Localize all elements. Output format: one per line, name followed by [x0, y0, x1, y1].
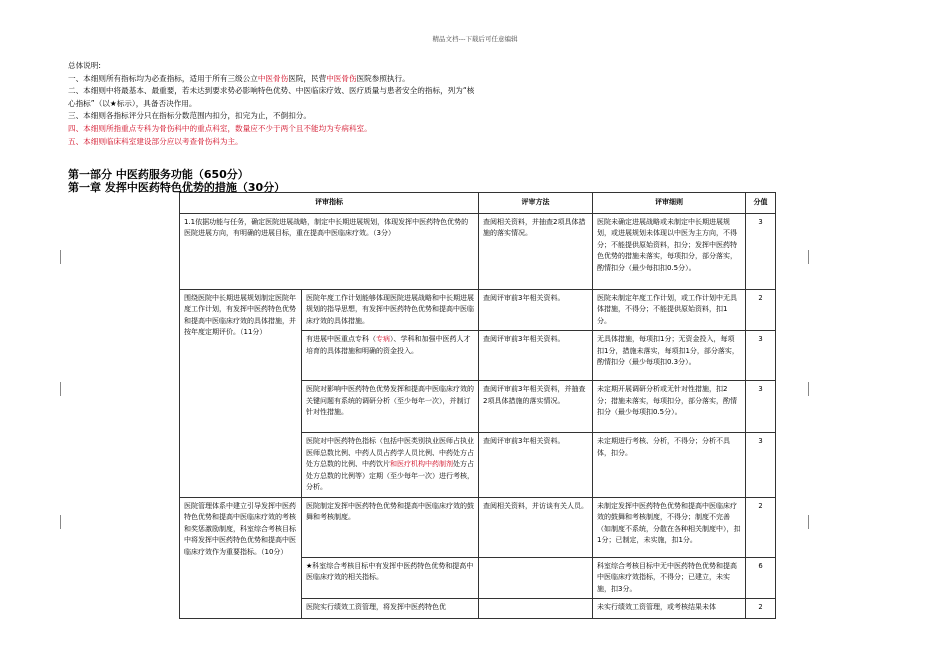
note-1-red: 中医骨伤 [326, 73, 357, 83]
indicator-highlight: 专病 [376, 335, 390, 343]
margin-mark [60, 382, 61, 396]
detail-cell: 未定期开展调研分析或无针对性措施，扣2分；措施未落实，每项扣分，部分落实，酌情扣分（最少每项扣0.5分）。 [593, 381, 746, 433]
header-detail: 评审细则 [593, 193, 746, 214]
note-1-red: 中医骨伤 [257, 73, 289, 83]
indicator-cell: 医院制定发挥中医药特色优势和提高中医临床疗效的鼓舞和考核制度。 [302, 497, 479, 557]
header-indicator: 评审指标 [180, 193, 479, 214]
indicator-cell: 医院对影响中医药特色优势发挥和提高中医临床疗效的关键问题有系统的调研分析（至少每年一次），并制订针对性措施。 [302, 381, 479, 433]
score-cell: 2 [746, 289, 776, 331]
chapter-title: 第一章 发挥中医药特色优势的措施（30分） [68, 181, 286, 194]
margin-mark [60, 250, 61, 264]
detail-cell: 科室综合考核目标中无中医药特色优势和提高中医临床疗效指标，不得分；已建立，未实施，扣3分。 [593, 557, 746, 599]
note-1-part: 医院参照执行。 [356, 73, 410, 83]
method-cell: 查阅相关资料，并访谈有关人员。 [479, 497, 593, 557]
detail-cell: 医院未制定年度工作计划，或工作计划中无具体措施，不得分；不能提供原始资料，扣1分。 [593, 289, 746, 331]
indicator-text: ）、学科和加强中医药人才培育的具体措施和明确的资金投入。 [306, 335, 471, 355]
margin-mark [60, 515, 61, 529]
margin-mark [808, 250, 809, 264]
method-cell: 查阅评审前3年相关资料，并抽查2项具体措施的落实情况。 [479, 381, 593, 433]
score-cell: 3 [746, 331, 776, 381]
table-row [180, 497, 776, 557]
detail-cell: 医院未确定进展战略或未制定中长期进展规划，或进展规划未体现以中医为主方向，不得分；不能提供原始资料，扣分；发挥中医药特色优势的措施未落实，每项扣分，部分落实，酌情扣分（最少每扣扣0.5分）。 [593, 213, 746, 289]
margin-mark [808, 382, 809, 396]
note-line-4: 四、本细则所指重点专科为骨伤科中的重点科室，数量应不少于两个且不能均为专病科室。 [68, 123, 372, 133]
detail-cell: 未实行绩效工资管理，或考核结果未体 [593, 599, 746, 619]
table-row [180, 289, 776, 331]
indicator-cell [302, 433, 479, 498]
note-line-3: 三、本细则各指标评分只在指标分数范围内扣分，扣完为止，不倒扣分。 [68, 111, 311, 121]
detail-cell: 无具体措施，每项扣1分；无资金投入，每项扣1分，措施未落实，每项扣1分，部分落实，酌情扣分（最少每项扣0.3分）。 [593, 331, 746, 381]
indicator-cell: 1.1依据功能与任务，确定医院进展战略，制定中长期进展规划，体现发挥中医药特色优势的医院进展方向，有明确的进展目标，重在提高中医临床疗效。（3分） [180, 213, 479, 289]
note-line-2: 二、本细则中将最基本、最重要，若未达到要求势必影响特色优势、中医临床疗效、医疗质量与患者安全的指标，列为“核心指标”（以★标示），具备否决作用。 [68, 86, 475, 108]
table-header-row [180, 193, 776, 214]
notes-title: 总体说明: [68, 61, 101, 70]
method-cell [479, 599, 593, 619]
general-notes [68, 60, 478, 148]
detail-cell: 未制定发挥中医药特色优势和提高中医临床疗效的鼓舞和考核制度，不得分；制度不完善（如制度不系统，分散在各种相关制度中），扣1分；已制定，未实施，扣1分。 [593, 497, 746, 557]
indicator-cell: 医院年度工作计划能够体现医院进展战略和中长期进展规划的指导思想，有发挥中医药特色优势和提高中医临床疗效的具体措施。 [302, 289, 479, 331]
detail-cell: 未定期进行考核、分析，不得分；分析不具体，扣分。 [593, 433, 746, 498]
part-title: 第一部分 中医药服务功能（650分） [68, 168, 249, 181]
note-line-5: 五、本细则临床科室建设部分应以考查骨伤科为主。 [68, 136, 243, 146]
method-cell: 查阅评审前3年相关资料。 [479, 331, 593, 381]
indicator-cell: 医院实行绩效工资管理，将发挥中医药特色优 [302, 599, 479, 619]
table-row [180, 213, 776, 289]
indicator-text: 医院对中医药特色指标（包括中医类别执业医师占执业医师总数比例、中药人员占药学人员比例、中药处方占处方总数的比例、中药饮片 [306, 437, 474, 468]
score-cell: 2 [746, 599, 776, 619]
indicator-cell [302, 331, 479, 381]
group-label-cell: 围绕医院中长期进展规划制定医院年度工作计划，有发挥中医药特色优势和提高中医临床疗效的具体措施，并按年度定期评价。（11分） [180, 289, 302, 497]
method-cell [479, 557, 593, 599]
page-header: 精品文档---下载后可任意编辑 [432, 35, 518, 43]
note-line-1 [68, 73, 478, 86]
header-method: 评审方法 [479, 193, 593, 214]
score-cell: 3 [746, 433, 776, 498]
note-1-part: 医院，民营 [288, 73, 327, 83]
indicator-highlight: 和医疗机构中药制剂 [390, 460, 453, 468]
evaluation-table [179, 192, 776, 619]
note-1-part: 一、本细则所有指标均为必查指标，适用于所有三级公立 [68, 73, 258, 83]
header-score: 分值 [746, 193, 776, 214]
method-cell: 查阅相关资料，并抽查2项具体措施的落实情况。 [479, 213, 593, 289]
score-cell: 2 [746, 497, 776, 557]
indicator-text: 处方占处方总数的比例等）定期（至少每年一次）进行考核，分析。 [306, 460, 474, 491]
method-cell: 查阅评审前3年相关资料。 [479, 433, 593, 498]
indicator-cell: ★科室综合考核目标中有发挥中医药特色优势和提高中医临床疗效的相关指标。 [302, 557, 479, 599]
score-cell: 6 [746, 557, 776, 599]
indicator-text: 有进展中医重点专科（ [306, 335, 376, 343]
group-label-cell: 医院管理体系中建立引导发挥中医药特色优势和提高中医临床疗效的考核和奖惩激励制度，科室综合考核目标中将发挥中医药特色优势和提高中医临床疗效作为重要指标。（10分） [180, 497, 302, 619]
method-cell: 查阅评审前3年相关资料。 [479, 289, 593, 331]
score-cell: 3 [746, 381, 776, 433]
margin-mark [808, 515, 809, 529]
score-cell: 3 [746, 213, 776, 289]
